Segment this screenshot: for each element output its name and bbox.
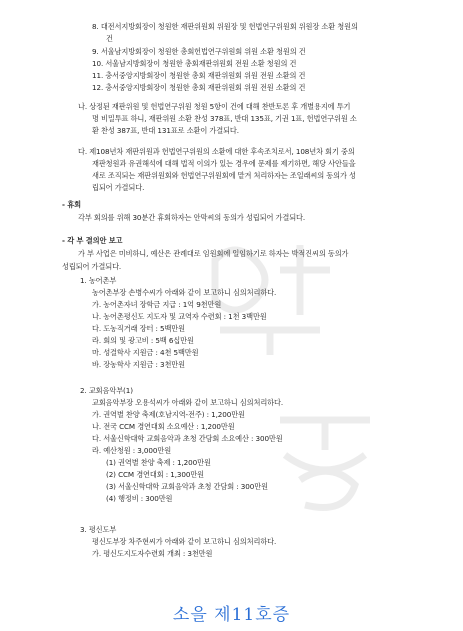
vote-paragraph-line: 나. 상정된 재판위원 및 헌법연구위원 청원 5항이 건에 대해 찬반토론 후 개별용지에 투기 xyxy=(78,102,351,111)
vote-paragraph-line: 환 찬성 387표, 반대 131표로 소환이 가결되다. xyxy=(92,126,239,135)
recess-heading: - 휴회 xyxy=(62,200,81,209)
section-line: 농어촌부장 손병수씨가 아래와 같이 보고하니 심의처리하다. xyxy=(92,288,277,297)
followup-paragraph-line: 새로 조직되는 재판위원회와 헌법연구위원회에 맡겨 처리하자는 조일래씨의 동의가 성 xyxy=(92,171,356,180)
agenda-item-8: 8. 대전서지방회장이 청원한 재판위원회 위원장 및 헌법연구위원회 위원장 소환 청원의 xyxy=(92,22,358,31)
agenda-item-8-cont: 건 xyxy=(106,34,113,43)
section-line: 교회음악부장 오용석씨가 아래와 같이 보고하니 심의처리하다. xyxy=(92,398,284,407)
section-line: 가. 평신도지도자수련회 개최 : 3천만원 xyxy=(92,549,213,558)
agenda-item-9: 9. 서울남지방회장이 청원한 총회헌법연구위원회 위원 소환 청원의 건 xyxy=(92,47,306,56)
agenda-item-11: 11. 충서중앙지방회장이 청원한 총회 재판위원회 위원 전원 소환의 건 xyxy=(92,71,306,80)
section-line: 다. 도농직거래 장터 : 5백만원 xyxy=(92,324,185,333)
vote-paragraph-line: 명 비밀투표 하니, 재판위원 소환 찬성 378표, 반대 135표, 기권 1표, 헌법연구위원 소 xyxy=(92,114,357,123)
reports-intro-line: 성립되어 가결되다. xyxy=(62,262,122,271)
section-subline: (1) 권역별 찬양 축제 : 1,200만원 xyxy=(106,458,211,467)
section-heading-3: 3. 평신도부 xyxy=(80,525,117,534)
section-subline: (4) 행정비 : 300만원 xyxy=(106,494,173,503)
section-line: 가. 농어촌자녀 장학금 지급 : 1억 9천만원 xyxy=(92,300,222,309)
section-line: 라. 예산청원 : 3,000만원 xyxy=(92,446,172,455)
followup-paragraph-line: 다. 제108년차 재판위원과 헌법연구위원의 소환에 대한 후속조치로서, 108년차 회기 중의 xyxy=(78,147,355,156)
reports-heading: - 각 부 결의안 보고 xyxy=(62,236,123,245)
agenda-item-12: 12. 충서중앙지방회장이 청원한 총회 재판위원회 위원 전원 소환의 건 xyxy=(92,83,306,92)
section-line: 가. 권역별 찬양 축제(호남지역-전주) : 1,200만원 xyxy=(92,410,245,419)
section-subline: (2) CCM 경연대회 : 1,300만원 xyxy=(106,470,205,479)
section-line: 라. 회의 및 광고비 : 5백 6십만원 xyxy=(92,336,194,345)
recess-text: 각부 회의를 위해 30분간 휴회하자는 안막씨의 동의가 성립되어 가결되다. xyxy=(78,213,306,222)
followup-paragraph-line: 립되어 가결되다. xyxy=(92,183,145,192)
section-heading-1: 1. 농어촌부 xyxy=(80,276,117,285)
followup-paragraph-line: 재판청원과 유권해석에 대해 법적 이의가 있는 경우에 문제를 제기하면, 해당 사안들을 xyxy=(92,159,356,168)
section-line: 나. 농어촌평신도 지도자 및 교역자 수련회 : 1천 3백만원 xyxy=(92,312,267,321)
section-heading-2: 2. 교회음악부(1) xyxy=(80,386,133,395)
reports-intro-line: 가 부 사업은 미비하니, 예산은 관례대로 임원회에 일임하기로 하자는 박적진씨의 동의가 xyxy=(78,249,349,258)
section-line: 바. 장농학사 지원금 : 3천만원 xyxy=(92,360,185,369)
agenda-item-10: 10. 서울남지방회장이 청원한 총회재판위원회 전원 소환 청원의 건 xyxy=(92,59,297,68)
section-line: 마. 성결학사 지원금 : 4천 5백만원 xyxy=(92,348,199,357)
exhibit-label: 소을 제11호증 xyxy=(172,605,291,625)
section-line: 평신도부장 차주현씨가 아래와 같이 보고하니 심의처리하다. xyxy=(92,537,277,546)
section-line: 나. 전국 CCM 경연대회 소요예산 : 1,200만원 xyxy=(92,422,235,431)
section-subline: (3) 서울신학대학 교회음악과 초청 간담회 : 300만원 xyxy=(106,482,268,491)
section-line: 다. 서울신학대학 교회음악과 초청 간담회 소요예산 : 300만원 xyxy=(92,434,283,443)
